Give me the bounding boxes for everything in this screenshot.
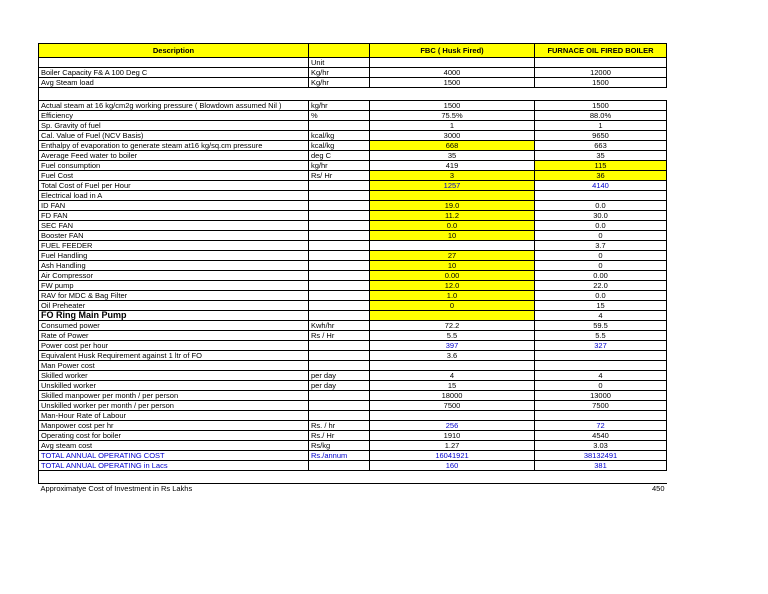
spacer-row <box>39 471 667 484</box>
unit-cell[interactable] <box>309 181 370 191</box>
unit-cell[interactable]: Rs/kg <box>309 441 370 451</box>
fbc-value-cell[interactable]: 3.6 <box>370 351 535 361</box>
unit-cell[interactable] <box>309 261 370 271</box>
table-row <box>39 68 667 78</box>
description-cell[interactable]: Booster FAN <box>39 231 309 241</box>
description-cell[interactable]: Unskilled worker per month / per person <box>39 401 309 411</box>
unit-cell[interactable]: Kwh/hr <box>309 321 370 331</box>
description-cell[interactable]: Total Cost of Fuel per Hour <box>39 181 309 191</box>
table-row <box>39 401 667 411</box>
header-fbc[interactable]: FBC ( Husk Fired) <box>370 44 535 58</box>
table-row <box>39 251 667 261</box>
description-cell[interactable]: Equivalent Husk Requirement against 1 ltr of FO <box>39 351 309 361</box>
furnace-value-cell[interactable]: 4 <box>535 371 667 381</box>
fbc-value-cell[interactable] <box>370 191 535 201</box>
table-row <box>39 341 667 351</box>
description-cell[interactable]: Man Power cost <box>39 361 309 371</box>
table-row <box>39 111 667 121</box>
spacer-cell <box>39 88 309 101</box>
fbc-value-cell[interactable]: 1910 <box>370 431 535 441</box>
fbc-value-cell[interactable]: 4000 <box>370 68 535 78</box>
spacer-cell <box>535 88 667 101</box>
furnace-value-cell[interactable]: 59.5 <box>535 321 667 331</box>
table-row <box>39 151 667 161</box>
fbc-value-cell[interactable]: 7500 <box>370 401 535 411</box>
description-cell[interactable]: FD FAN <box>39 211 309 221</box>
table-row <box>39 441 667 451</box>
unit-cell[interactable] <box>309 361 370 371</box>
furnace-value-cell[interactable]: 5.5 <box>535 331 667 341</box>
furnace-value-cell[interactable] <box>535 191 667 201</box>
unit-cell[interactable]: per day <box>309 371 370 381</box>
fbc-value-cell[interactable]: 16041921 <box>370 451 535 461</box>
unit-cell[interactable] <box>309 301 370 311</box>
spacer-row <box>39 88 667 101</box>
furnace-value-cell[interactable]: 0.0 <box>535 221 667 231</box>
table-row <box>39 181 667 191</box>
table-row <box>39 311 667 321</box>
furnace-value-cell[interactable]: 381 <box>535 461 667 471</box>
unit-cell[interactable]: Rs/ Hr <box>309 171 370 181</box>
description-cell[interactable]: Skilled manpower per month / per person <box>39 391 309 401</box>
spacer-cell <box>370 471 535 484</box>
fbc-value-cell[interactable]: 12.0 <box>370 281 535 291</box>
description-cell[interactable]: Avg Steam load <box>39 78 309 88</box>
fbc-value-cell[interactable]: 5.5 <box>370 331 535 341</box>
table-row <box>39 211 667 221</box>
unit-cell[interactable] <box>309 291 370 301</box>
furnace-value-cell[interactable]: 1500 <box>535 78 667 88</box>
description-cell[interactable]: Power cost per hour <box>39 341 309 351</box>
table-row <box>39 431 667 441</box>
furnace-value-cell[interactable]: 0.0 <box>535 201 667 211</box>
fbc-value-cell[interactable]: 256 <box>370 421 535 431</box>
description-cell[interactable]: ID FAN <box>39 201 309 211</box>
spacer-cell <box>370 88 535 101</box>
fbc-value-cell[interactable]: 35 <box>370 151 535 161</box>
furnace-value-cell[interactable]: 0 <box>535 261 667 271</box>
furnace-value-cell[interactable] <box>535 58 667 68</box>
table-row <box>39 141 667 151</box>
table-row <box>39 261 667 271</box>
description-cell[interactable]: TOTAL ANNUAL OPERATING COST <box>39 451 309 461</box>
unit-cell[interactable] <box>309 341 370 351</box>
unit-cell[interactable]: Rs. / hr <box>309 421 370 431</box>
table-row <box>39 241 667 251</box>
comparison-table <box>38 43 667 493</box>
table-row <box>39 281 667 291</box>
furnace-value-cell[interactable]: 115 <box>535 161 667 171</box>
table-row <box>39 361 667 371</box>
furnace-value-cell[interactable]: 0.0 <box>535 291 667 301</box>
unit-cell[interactable]: Rs./ Hr <box>309 431 370 441</box>
fbc-value-cell[interactable]: 11.2 <box>370 211 535 221</box>
table-row <box>39 301 667 311</box>
furnace-value-cell[interactable]: 88.0% <box>535 111 667 121</box>
fbc-value-cell[interactable]: 4 <box>370 371 535 381</box>
table-row <box>39 171 667 181</box>
unit-cell[interactable]: Kg/hr <box>309 78 370 88</box>
unit-cell[interactable]: Rs / Hr <box>309 331 370 341</box>
furnace-value-cell[interactable]: 1 <box>535 121 667 131</box>
table-row <box>39 421 667 431</box>
unit-cell[interactable]: Rs./annum <box>309 451 370 461</box>
fbc-value-cell[interactable] <box>370 58 535 68</box>
description-cell[interactable]: Enthalpy of evaporation to generate steam at16 kg/sq.cm pressure <box>39 141 309 151</box>
unit-cell[interactable] <box>309 221 370 231</box>
fbc-value-cell[interactable]: 27 <box>370 251 535 261</box>
fbc-value-cell[interactable]: 160 <box>370 461 535 471</box>
table-row <box>39 161 667 171</box>
description-cell[interactable]: Actual steam at 16 kg/cm2g working pressure ( Blowdown assumed Nil ) <box>39 101 309 111</box>
table-row <box>39 331 667 341</box>
unit-cell[interactable] <box>309 391 370 401</box>
unit-cell[interactable] <box>309 351 370 361</box>
furnace-value-cell[interactable] <box>535 351 667 361</box>
table-row <box>39 321 667 331</box>
table-row <box>39 451 667 461</box>
spacer-cell <box>309 471 370 484</box>
furnace-value-cell[interactable]: 4140 <box>535 181 667 191</box>
unit-cell[interactable] <box>309 191 370 201</box>
furnace-value-cell[interactable]: 7500 <box>535 401 667 411</box>
table-row <box>39 131 667 141</box>
description-cell[interactable]: Fuel Handling <box>39 251 309 261</box>
fbc-value-cell[interactable]: 1500 <box>370 78 535 88</box>
furnace-value-cell[interactable] <box>535 411 667 421</box>
furnace-value-cell[interactable]: 9650 <box>535 131 667 141</box>
description-cell[interactable]: FW pump <box>39 281 309 291</box>
unit-cell[interactable] <box>309 281 370 291</box>
description-cell[interactable]: Average Feed water to boiler <box>39 151 309 161</box>
description-cell[interactable]: Efficiency <box>39 111 309 121</box>
furnace-value-cell[interactable]: 0 <box>535 231 667 241</box>
furnace-value-cell[interactable]: 327 <box>535 341 667 351</box>
description-cell[interactable]: FUEL FEEDER <box>39 241 309 251</box>
investment-row <box>39 484 667 494</box>
unit-cell[interactable] <box>309 211 370 221</box>
investment-value[interactable]: 450 <box>651 484 665 493</box>
description-cell[interactable]: Skilled worker <box>39 371 309 381</box>
table-row <box>39 351 667 361</box>
fbc-value-cell[interactable]: 18000 <box>370 391 535 401</box>
description-cell[interactable]: Boiler Capacity F& A 100 Deg C <box>39 68 309 78</box>
description-cell[interactable]: FO Ring Main Pump <box>39 311 309 321</box>
table-row <box>39 371 667 381</box>
description-cell[interactable]: Manpower cost per hr <box>39 421 309 431</box>
description-cell[interactable]: Operating cost for boiler <box>39 431 309 441</box>
table-row <box>39 411 667 421</box>
investment-blank <box>309 484 370 494</box>
unit-cell[interactable] <box>309 311 370 321</box>
fbc-value-cell[interactable]: 10 <box>370 261 535 271</box>
description-cell[interactable]: Sp. Gravity of fuel <box>39 121 309 131</box>
fbc-value-cell[interactable]: 0.0 <box>370 221 535 231</box>
fbc-value-cell[interactable]: 15 <box>370 381 535 391</box>
table-row <box>39 461 667 471</box>
fbc-value-cell[interactable]: 75.5% <box>370 111 535 121</box>
unit-cell[interactable] <box>309 411 370 421</box>
table-row <box>39 291 667 301</box>
description-cell[interactable]: Electrical load in A <box>39 191 309 201</box>
fbc-value-cell[interactable]: 0 <box>370 301 535 311</box>
description-cell[interactable]: Fuel Cost <box>39 171 309 181</box>
unit-cell[interactable]: kg/hr <box>309 101 370 111</box>
unit-cell[interactable] <box>309 251 370 261</box>
description-cell[interactable] <box>39 58 309 68</box>
description-cell[interactable]: Man-Hour Rate of Labour <box>39 411 309 421</box>
description-cell[interactable]: Consumed power <box>39 321 309 331</box>
furnace-value-cell[interactable]: 13000 <box>535 391 667 401</box>
description-cell[interactable]: Air Compressor <box>39 271 309 281</box>
table-row <box>39 271 667 281</box>
fbc-value-cell[interactable] <box>370 361 535 371</box>
header-furnace[interactable]: FURNACE OIL FIRED BOILER <box>535 44 667 58</box>
furnace-value-cell[interactable]: 663 <box>535 141 667 151</box>
unit-cell[interactable] <box>309 271 370 281</box>
unit-cell[interactable] <box>309 461 370 471</box>
unit-cell[interactable]: Unit <box>309 58 370 68</box>
fbc-value-cell[interactable]: 1500 <box>370 101 535 111</box>
furnace-value-cell[interactable]: 3.03 <box>535 441 667 451</box>
fbc-value-cell[interactable]: 419 <box>370 161 535 171</box>
table-row <box>39 231 667 241</box>
furnace-value-cell[interactable]: 3.7 <box>535 241 667 251</box>
furnace-value-cell[interactable]: 72 <box>535 421 667 431</box>
furnace-value-cell[interactable] <box>535 361 667 371</box>
fbc-value-cell[interactable]: 72.2 <box>370 321 535 331</box>
description-cell[interactable]: Fuel consumption <box>39 161 309 171</box>
header-description[interactable]: Description <box>39 44 309 58</box>
header-unit-blank[interactable] <box>309 44 370 58</box>
fbc-value-cell[interactable]: 1.0 <box>370 291 535 301</box>
fbc-value-cell[interactable] <box>370 241 535 251</box>
description-cell[interactable]: Oil Preheater <box>39 301 309 311</box>
furnace-value-cell[interactable]: 12000 <box>535 68 667 78</box>
unit-cell[interactable]: % <box>309 111 370 121</box>
table-row <box>39 221 667 231</box>
furnace-value-cell[interactable]: 0.00 <box>535 271 667 281</box>
fbc-value-cell[interactable]: 19.0 <box>370 201 535 211</box>
unit-cell[interactable] <box>309 121 370 131</box>
unit-cell[interactable] <box>309 401 370 411</box>
table-row <box>39 381 667 391</box>
unit-cell[interactable] <box>309 241 370 251</box>
table-row <box>39 101 667 111</box>
furnace-value-cell[interactable]: 15 <box>535 301 667 311</box>
spacer-cell <box>39 471 309 484</box>
furnace-value-cell[interactable]: 0 <box>535 251 667 261</box>
fbc-value-cell[interactable]: 1.27 <box>370 441 535 451</box>
description-cell[interactable]: Avg steam cost <box>39 441 309 451</box>
spacer-cell <box>535 471 667 484</box>
description-cell[interactable]: Cal. Value of Fuel (NCV Basis) <box>39 131 309 141</box>
description-cell[interactable]: Unskilled worker <box>39 381 309 391</box>
fbc-value-cell[interactable]: 3 <box>370 171 535 181</box>
fbc-value-cell[interactable] <box>370 411 535 421</box>
unit-cell[interactable]: kg/hr <box>309 161 370 171</box>
investment-label[interactable]: Approximatye Cost of Investment in Rs Lakhs <box>40 484 193 493</box>
fbc-value-cell[interactable]: 397 <box>370 341 535 351</box>
furnace-value-cell[interactable]: 35 <box>535 151 667 161</box>
furnace-value-cell[interactable]: 36 <box>535 171 667 181</box>
description-cell[interactable]: Rate of Power <box>39 331 309 341</box>
furnace-value-cell[interactable]: 1500 <box>535 101 667 111</box>
furnace-value-cell[interactable]: 4 <box>535 311 667 321</box>
fbc-value-cell[interactable]: 3000 <box>370 131 535 141</box>
table-row <box>39 201 667 211</box>
fbc-value-cell[interactable]: 1257 <box>370 181 535 191</box>
furnace-value-cell[interactable]: 4540 <box>535 431 667 441</box>
header-row <box>39 44 667 58</box>
fbc-value-cell[interactable] <box>370 311 535 321</box>
table-row <box>39 391 667 401</box>
table-row <box>39 58 667 68</box>
description-cell[interactable]: SEC FAN <box>39 221 309 231</box>
unit-cell[interactable]: deg C <box>309 151 370 161</box>
fbc-value-cell[interactable]: 10 <box>370 231 535 241</box>
description-cell[interactable]: Ash Handling <box>39 261 309 271</box>
table-row <box>39 121 667 131</box>
description-cell[interactable]: RAV for MDC & Bag Filter <box>39 291 309 301</box>
furnace-value-cell[interactable]: 0 <box>535 381 667 391</box>
table-row <box>39 78 667 88</box>
spacer-cell <box>309 88 370 101</box>
unit-cell[interactable]: Kg/hr <box>309 68 370 78</box>
table-row <box>39 191 667 201</box>
furnace-value-cell[interactable]: 22.0 <box>535 281 667 291</box>
description-cell[interactable]: TOTAL ANNUAL OPERATING in Lacs <box>39 461 309 471</box>
unit-cell[interactable]: kcal/kg <box>309 131 370 141</box>
unit-cell[interactable] <box>309 231 370 241</box>
fbc-value-cell[interactable]: 668 <box>370 141 535 151</box>
investment-blank <box>370 484 535 494</box>
furnace-value-cell[interactable]: 38132491 <box>535 451 667 461</box>
furnace-value-cell[interactable]: 30.0 <box>535 211 667 221</box>
unit-cell[interactable]: per day <box>309 381 370 391</box>
fbc-value-cell[interactable]: 1 <box>370 121 535 131</box>
unit-cell[interactable] <box>309 201 370 211</box>
fbc-value-cell[interactable]: 0.00 <box>370 271 535 281</box>
unit-cell[interactable]: kcal/kg <box>309 141 370 151</box>
